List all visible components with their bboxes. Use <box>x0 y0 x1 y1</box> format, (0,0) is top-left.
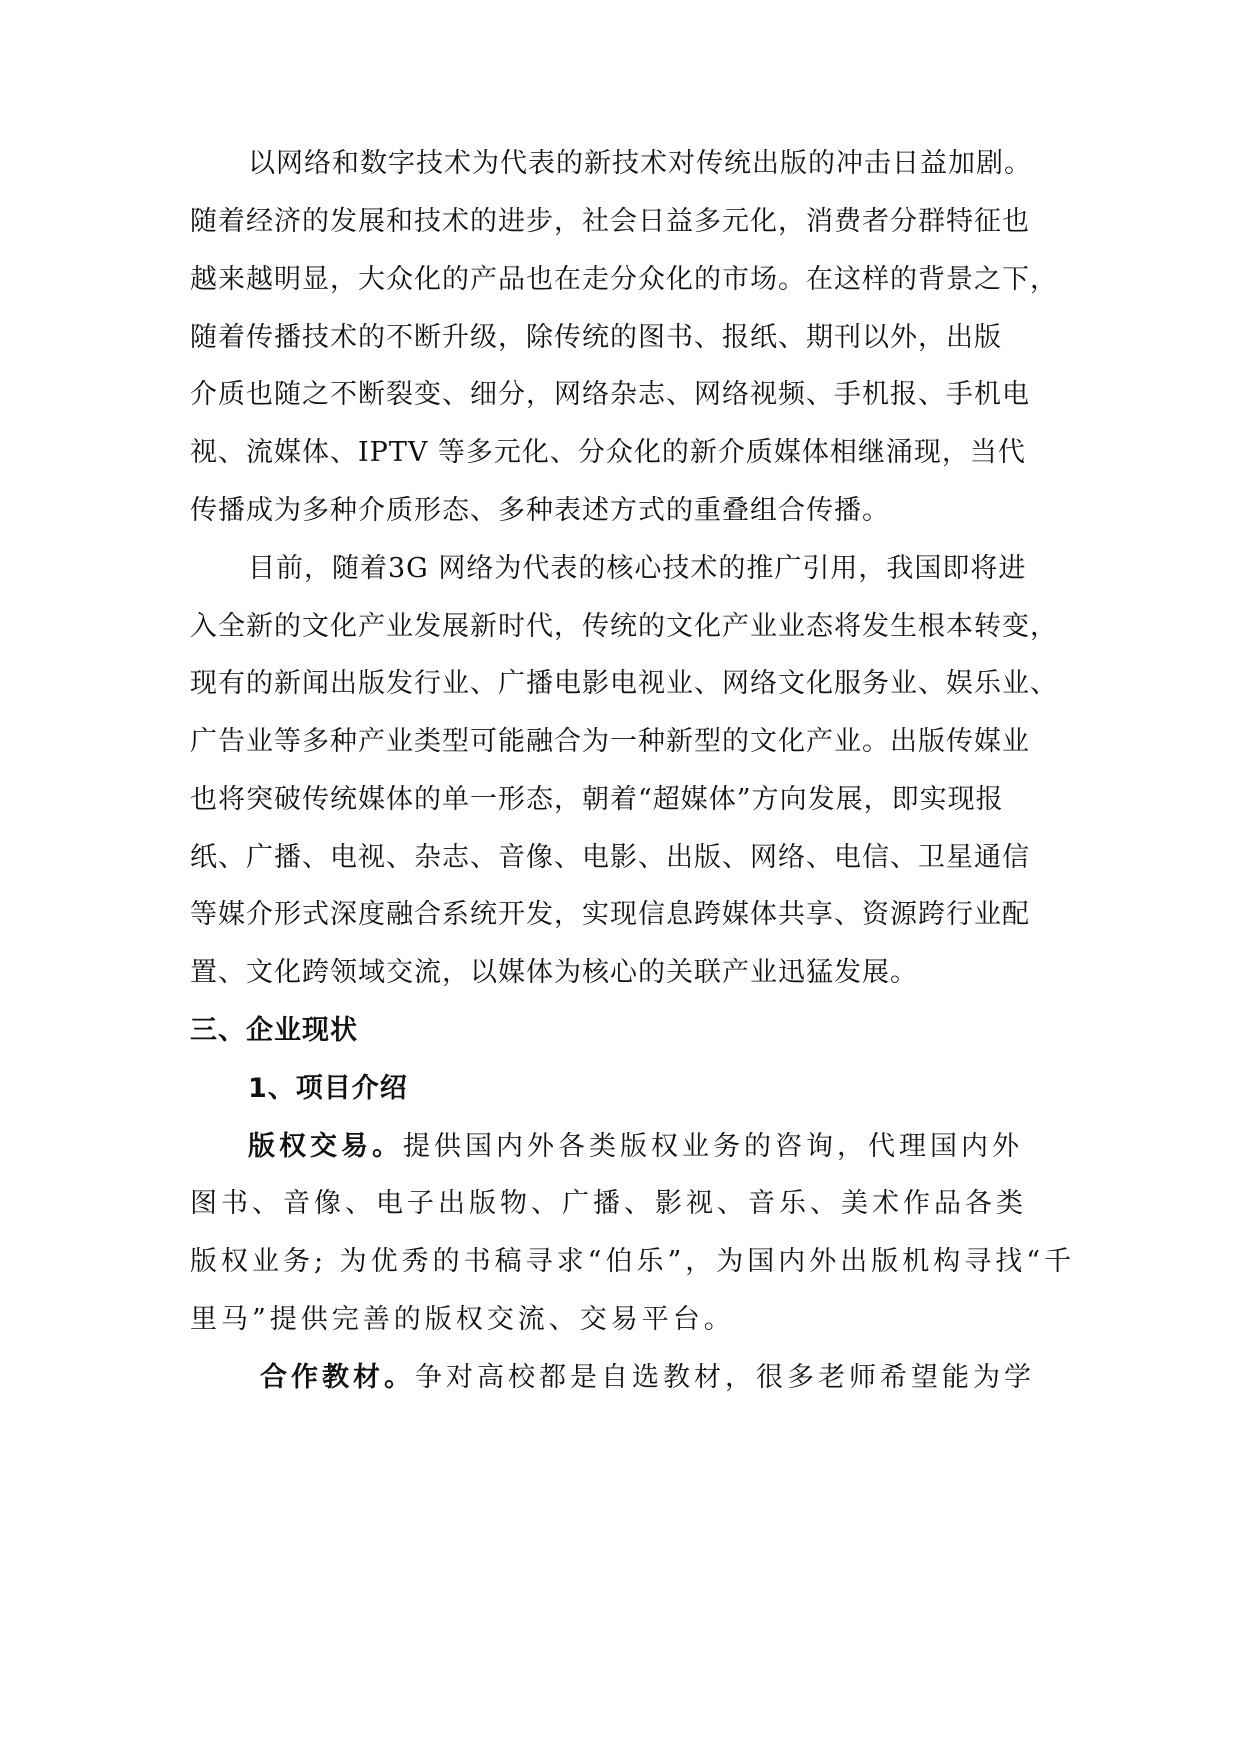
paragraph-1-line-2: 随着经济的发展和技术的进步，社会日益多元化，消费者分群特征也 <box>190 206 1030 237</box>
subsection-heading: 1、项目介绍 <box>248 1073 408 1104</box>
paragraph-2-line-3: 现有的新闻出版发行业、广播电影电视业、网络文化服务业、娱乐业、 <box>190 668 1058 699</box>
paragraph-3-line-4: 里马”提供完善的版权交流、交易平台。 <box>190 1304 735 1335</box>
paragraph-1-line-6: 视、流媒体、IPTV 等多元化、分众化的新介质媒体相继涌现，当代 <box>190 437 1026 468</box>
section-heading: 三、企业现状 <box>190 1015 358 1046</box>
paragraph-3-line-2: 图书、音像、电子出版物、广播、影视、音乐、美术作品各类 <box>190 1188 1027 1219</box>
paragraph-2-line-8: 置、文化跨领域交流，以媒体为核心的关联产业迅猛发展。 <box>190 957 918 988</box>
paragraph-1-line-1: 以网络和数字技术为代表的新技术对传统出版的冲击日益加剧。 <box>248 148 1032 179</box>
paragraph-2-line-4: 广告业等多种产业类型可能融合为一种新型的文化产业。出版传媒业 <box>190 726 1030 757</box>
paragraph-3-line-3: 版权业务; 为优秀的书稿寻求“伯乐”，为国内外出版机构寻找“千 <box>190 1246 1076 1277</box>
paragraph-2-line-6: 纸、广播、电视、杂志、音像、电影、出版、网络、电信、卫星通信 <box>190 842 1030 873</box>
paragraph-2-line-7: 等媒介形式深度融合系统开发，实现信息跨媒体共享、资源跨行业配 <box>190 899 1030 930</box>
paragraph-3-first-line-rest: 提供国内外各类版权业务的咨询，代理国内外 <box>403 1131 1023 1162</box>
paragraph-4-line-1 <box>260 1360 1035 1396</box>
paragraph-1-line-7: 传播成为多种介质形态、多种表述方式的重叠组合传播。 <box>190 495 890 526</box>
paragraph-2-line-1: 目前，随着3G 网络为代表的核心技术的推广引用，我国即将进 <box>248 553 1027 584</box>
paragraph-4-lead: 合作教材。 <box>260 1362 415 1393</box>
paragraph-3-lead: 版权交易。 <box>248 1131 403 1162</box>
paragraph-1-line-3: 越来越明显，大众化的产品也在走分众化的市场。在这样的背景之下， <box>190 264 1058 295</box>
paragraph-1-line-4: 随着传播技术的不断升级，除传统的图书、报纸、期刊以外，出版 <box>190 322 1002 353</box>
paragraph-3-line-1 <box>248 1129 1023 1165</box>
paragraph-2-line-2: 入全新的文化产业发展新时代，传统的文化产业业态将发生根本转变， <box>190 611 1058 642</box>
paragraph-1-line-5: 介质也随之不断裂变、细分，网络杂志、网络视频、手机报、手机电 <box>190 379 1030 410</box>
paragraph-4-first-line-rest: 争对高校都是自选教材，很多老师希望能为学 <box>415 1362 1035 1393</box>
paragraph-2-line-5: 也将突破传统媒体的单一形态，朝着“超媒体”方向发展，即实现报 <box>190 784 1004 815</box>
